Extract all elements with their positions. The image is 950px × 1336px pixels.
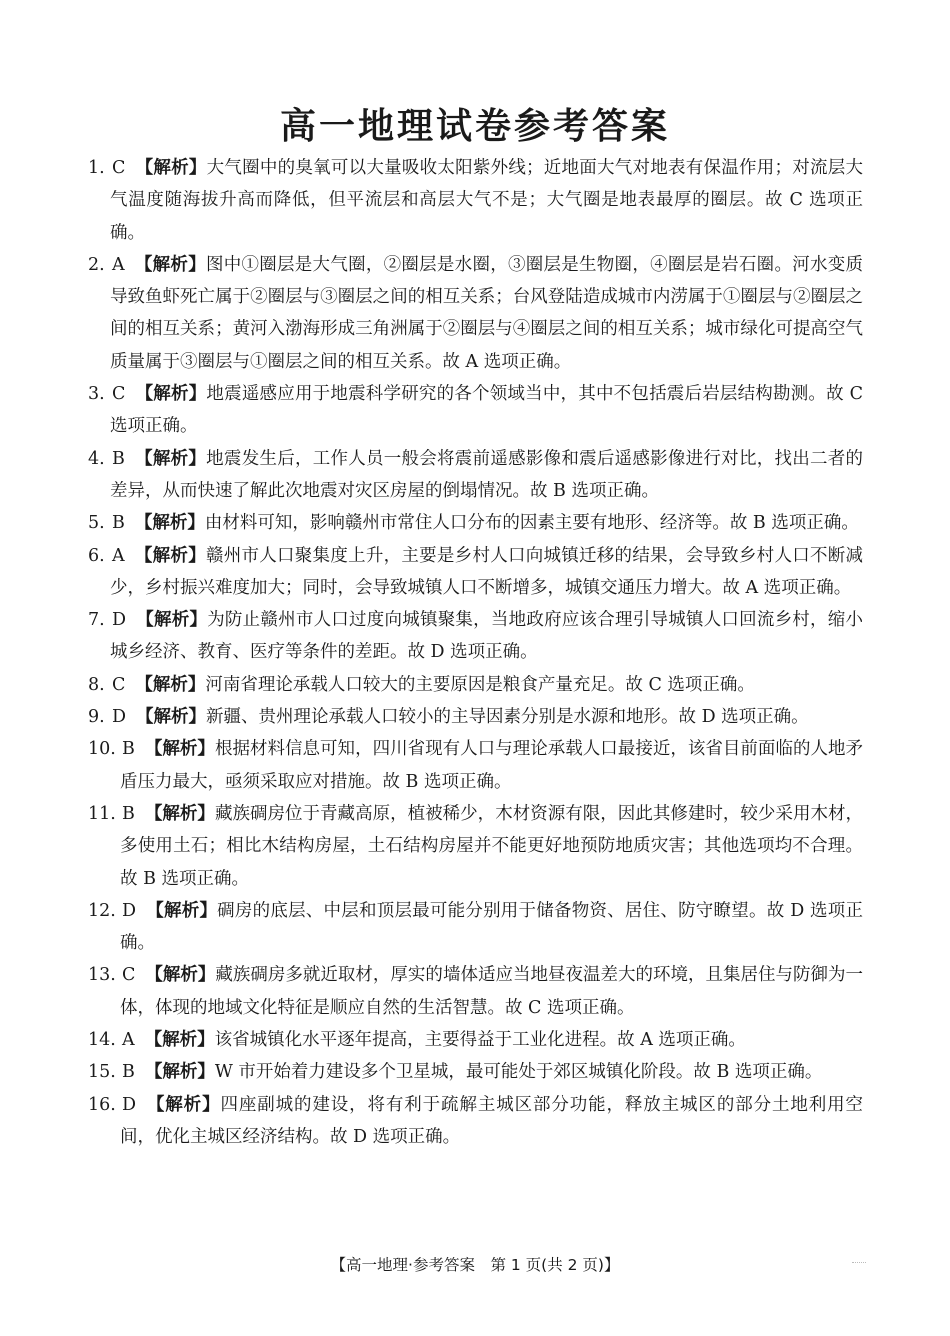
analysis-text: 四座副城的建设，将有利于疏解主城区部分功能，释放主城区的部分土地利用空间，优化主城区经济结构。故 D 选项正确。: [120, 1094, 864, 1147]
answer-item: [88, 443, 863, 508]
analysis-text: 新疆、贵州理论承载人口较小的主导因素分别是水源和地形。故 D 选项正确。: [206, 707, 809, 728]
answer-choice: B: [122, 803, 135, 824]
answer-choice: C: [112, 158, 126, 178]
answer-item: [88, 733, 863, 798]
analysis-text: 地震遥感应用于地震科学研究的各个领域当中，其中不包括震后岩层结构勘测。故 C 选项正确。: [110, 384, 863, 437]
answer-item: [88, 1056, 863, 1088]
question-number: 14.: [88, 1030, 116, 1051]
answer-item: [88, 959, 863, 1024]
analysis-text: W 市开始着力建设多个卫星城，最可能处于郊区城镇化阶段。故 B 选项正确。: [214, 1062, 823, 1083]
answer-item: [88, 895, 863, 960]
question-number: 3.: [88, 384, 105, 405]
question-number: 1.: [88, 158, 105, 178]
analysis-tag: 【解析】: [134, 513, 205, 534]
analysis-text: 图中①圈层是大气圈，②圈层是水圈，③圈层是生物圈，④圈层是岩石圈。河水变质导致鱼虾死亡属于②圈层与③圈层之间的相互关系；台风登陆造成城市内涝属于①圈层与②圈层之间的相互关系；黄河入渤海形成三角洲属于②圈层与④圈层之间的相互关系；城市绿化可提高空气质量属于③圈层与①圈层之间的相互关系。故 A 选项正确。: [110, 254, 864, 372]
analysis-text: 大气圈中的臭氧可以大量吸收太阳紫外线；近地面大气对地表有保温作用；对流层大气温度随海拔升高而降低，但平流层和高层大气不是；大气圈是地表最厚的圈层。故 C 选项正确。: [110, 158, 863, 243]
faint-mark: [852, 1262, 866, 1265]
question-number: 12.: [88, 900, 116, 921]
question-number: 2.: [88, 254, 105, 275]
question-number: 15.: [88, 1062, 116, 1083]
answer-choice: D: [112, 610, 127, 631]
answer-item: [88, 1024, 863, 1056]
answer-item: [88, 669, 863, 701]
analysis-tag: 【解析】: [145, 965, 216, 986]
answer-choice: B: [112, 513, 125, 534]
analysis-tag: 【解析】: [144, 1030, 215, 1051]
answer-choice: A: [112, 545, 125, 566]
page-footer: 【高一地理·参考答案 第 1 页(共 2 页)】: [330, 1256, 620, 1274]
analysis-tag: 【解析】: [146, 900, 218, 921]
analysis-tag: 【解析】: [135, 158, 207, 178]
question-number: 7.: [88, 610, 105, 631]
answer-choice: C: [112, 384, 126, 405]
question-number: 5.: [88, 513, 105, 534]
question-number: 13.: [88, 965, 116, 986]
analysis-text: 藏族碉房多就近取材，厚实的墙体适应当地昼夜温差大的环境，且集居住与防御为一体，体现的地域文化特征是顺应自然的生活智慧。故 C 选项正确。: [120, 965, 863, 1018]
answer-choice: C: [122, 965, 136, 986]
answer-item: [88, 378, 863, 443]
question-number: 16.: [88, 1094, 116, 1115]
answer-choice: D: [122, 900, 137, 921]
analysis-tag: 【解析】: [144, 1062, 215, 1083]
answer-choice: D: [112, 707, 127, 728]
answer-item: [88, 604, 863, 669]
question-number: 8.: [88, 674, 105, 695]
analysis-text: 该省城镇化水平逐年提高，主要得益于工业化进程。故 A 选项正确。: [214, 1030, 746, 1051]
question-number: 4.: [88, 448, 105, 469]
page-title: 高一地理试卷参考答案: [279, 106, 670, 147]
analysis-tag: 【解析】: [134, 545, 206, 566]
answer-item: [88, 701, 863, 733]
answer-item: [88, 540, 863, 605]
answer-item: [88, 798, 863, 895]
answer-list: [88, 152, 863, 1153]
analysis-tag: 【解析】: [146, 1094, 221, 1115]
analysis-tag: 【解析】: [136, 610, 208, 631]
answer-item: [88, 152, 863, 249]
answer-choice: C: [112, 674, 126, 695]
analysis-tag: 【解析】: [144, 803, 215, 824]
analysis-tag: 【解析】: [135, 384, 207, 405]
question-number: 9.: [88, 707, 105, 728]
analysis-text: 河南省理论承载人口较大的主要原因是粮食产量充足。故 C 选项正确。: [205, 674, 755, 695]
answer-choice: B: [112, 448, 125, 469]
analysis-text: 根据材料信息可知，四川省现有人口与理论承载人口最接近，该省目前面临的人地矛盾压力最大，亟须采取应对措施。故 B 选项正确。: [120, 739, 863, 792]
answer-choice: D: [122, 1094, 137, 1115]
answer-choice: B: [122, 739, 135, 760]
question-number: 10.: [88, 739, 116, 760]
analysis-text: 藏族碉房位于青藏高原，植被稀少，木材资源有限，因此其修建时，较少采用木材，多使用土石；相比木结构房屋，土石结构房屋并不能更好地预防地质灾害；其他选项均不合理。故 B 选项正确。: [120, 803, 863, 889]
analysis-text: 地震发生后，工作人员一般会将震前遥感影像和震后遥感影像进行对比，找出二者的差异，从而快速了解此次地震对灾区房屋的倒塌情况。故 B 选项正确。: [110, 448, 863, 501]
analysis-text: 由材料可知，影响赣州市常住人口分布的因素主要有地形、经济等。故 B 选项正确。: [204, 513, 859, 534]
answer-choice: A: [112, 254, 125, 275]
answer-choice: A: [122, 1030, 135, 1051]
analysis-text: 为防止赣州市人口过度向城镇聚集，当地政府应该合理引导城镇人口回流乡村，缩小城乡经济、教育、医疗等条件的差距。故 D 选项正确。: [110, 610, 863, 663]
analysis-text: 赣州市人口聚集度上升，主要是乡村人口向城镇迁移的结果，会导致乡村人口不断减少，乡村振兴难度加大；同时，会导致城镇人口不断增多，城镇交通压力增大。故 A 选项正确。: [110, 545, 864, 598]
analysis-tag: 【解析】: [144, 739, 215, 760]
answer-item: [88, 507, 863, 539]
question-number: 11.: [88, 803, 116, 824]
question-number: 6.: [88, 545, 105, 566]
analysis-tag: 【解析】: [134, 254, 206, 275]
analysis-tag: 【解析】: [134, 448, 207, 469]
analysis-text: 碉房的底层、中层和顶层最可能分别用于储备物资、居住、防守瞭望。故 D 选项正确。: [120, 900, 864, 954]
analysis-tag: 【解析】: [136, 707, 207, 728]
analysis-tag: 【解析】: [135, 674, 206, 695]
answer-item: [88, 1089, 863, 1154]
answer-item: [88, 249, 863, 378]
answer-choice: B: [122, 1062, 135, 1083]
